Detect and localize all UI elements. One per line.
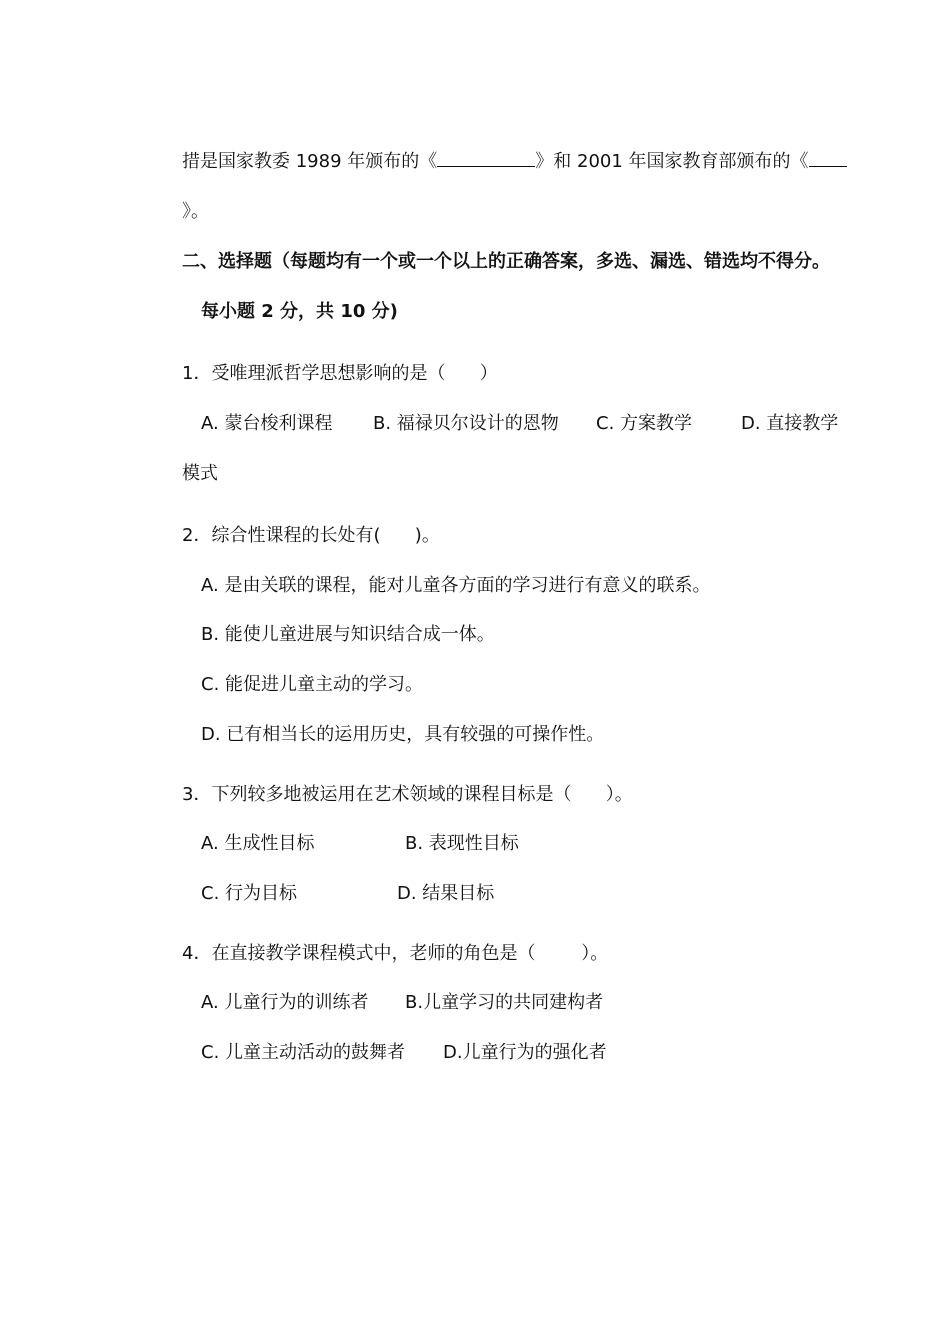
question-2-option-a: A. 是由关联的课程，能对儿童各方面的学习进行有意义的联系。 (201, 575, 711, 596)
question-1-stem: 1．受唯理派哲学思想影响的是（ ） (182, 363, 498, 384)
question-3-option-c: C. 行为目标 (201, 883, 298, 904)
question-1-option-b: B. 福禄贝尔设计的恩物 (373, 413, 559, 434)
blank-underline (809, 150, 847, 167)
question-1-option-d-wrap: 模式 (182, 463, 218, 484)
blank-underline (437, 150, 535, 167)
question-2-option-c: C. 能促进儿童主动的学习。 (201, 674, 424, 695)
question-1-option-c: C. 方案教学 (596, 413, 693, 434)
question-3-option-b: B. 表现性目标 (405, 833, 519, 854)
intro-text-2: 》和 2001 年国家教育部颁布的《 (535, 151, 809, 172)
question-4-option-a: A. 儿童行为的训练者 (201, 992, 369, 1013)
question-3-option-d: D. 结果目标 (397, 883, 495, 904)
question-4-option-c: C. 儿童主动活动的鼓舞者 (201, 1042, 406, 1063)
intro-text-1: 措是国家教委 1989 年颁布的《 (182, 151, 438, 172)
question-4-option-b: B.儿童学习的共同建构者 (405, 992, 604, 1013)
question-1-option-d: D. 直接教学 (741, 413, 839, 434)
question-2-stem: 2．综合性课程的长处有( )。 (182, 525, 440, 546)
question-3-stem: 3．下列较多地被运用在艺术领域的课程目标是（ ）。 (182, 784, 633, 805)
intro-line-2: 》。 (182, 201, 209, 222)
question-2-option-b: B. 能使儿童进展与知识结合成一体。 (201, 624, 495, 645)
question-2-option-d: D. 已有相当长的运用历史，具有较强的可操作性。 (201, 724, 605, 745)
question-1-option-a: A. 蒙台梭利课程 (201, 413, 333, 434)
question-4-stem: 4．在直接教学课程模式中，老师的角色是（ ）。 (182, 943, 609, 964)
intro-line-1 (182, 150, 847, 174)
question-4-option-d: D.儿童行为的强化者 (443, 1042, 607, 1063)
question-3-option-a: A. 生成性目标 (201, 833, 315, 854)
section-heading: 二、选择题（每题均有一个或一个以上的正确答案，多选、漏选、错选均不得分。 (182, 251, 830, 272)
section-heading-continued: 每小题 2 分，共 10 分) (201, 301, 398, 322)
